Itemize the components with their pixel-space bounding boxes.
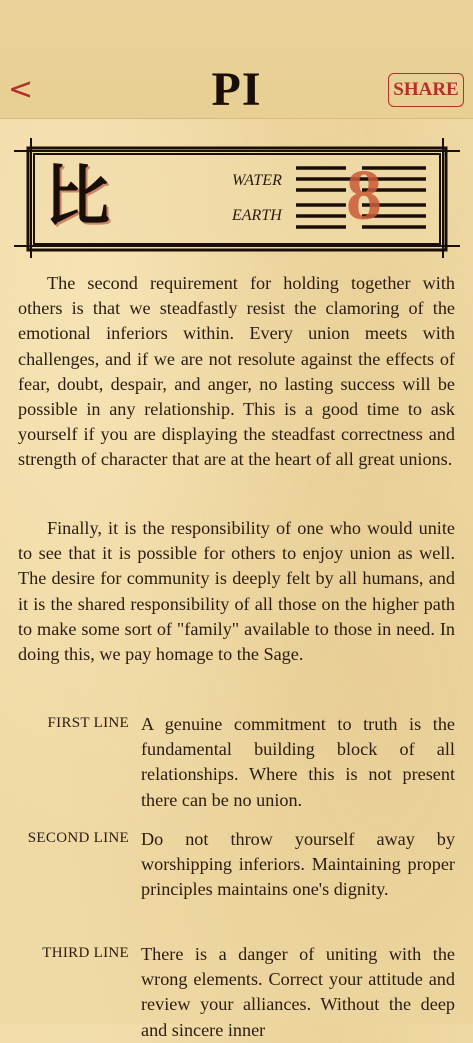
page-title: PI bbox=[211, 63, 262, 116]
paragraph-text: Finally, it is the responsibility of one who would unite to see that it is possible for others to enjoy union as well. The desire for community is deeply felt by all humans, and it is the shared responsibility of all those on the higher path to make some sort of "family" available to those in need. In doing this, we pay homage to the Sage. bbox=[18, 518, 455, 665]
line-name: THIRD LINE bbox=[42, 945, 129, 961]
nav-bar bbox=[0, 0, 473, 119]
line-text: A genuine commitment to truth is the fundamental building block of all relationships. Where this is not present there can be no union. bbox=[141, 714, 455, 810]
lower-trigram-label: EARTH bbox=[232, 207, 282, 224]
paragraph bbox=[18, 516, 455, 667]
upper-trigram-label: WATER bbox=[232, 172, 282, 189]
line-name: SECOND LINE bbox=[27, 830, 129, 846]
paragraph bbox=[18, 271, 455, 473]
chevron-left-icon: < bbox=[8, 72, 34, 107]
line-name: FIRST LINE bbox=[47, 715, 129, 731]
line-text: There is a danger of uniting with the wrong elements. Correct your attitude and review your alliances. Without the deep and sincere inner bbox=[141, 944, 455, 1040]
paragraph-text: The second requirement for holding together with others is that we steadfastly resist the clamoring of the emotional inferiors within. Every union meets with challenges, and if we are not resolute against the effects of fear, doubt, despair, and anger, no lasting success will be possible in any relationship. This is a good time to ask yourself if you are displaying the steadfast correctness and strength of character that are at the heart of all great unions. bbox=[18, 273, 455, 470]
line-text: Do not throw yourself away by worshipping inferiors. Maintaining proper principles maintains one's dignity. bbox=[141, 829, 455, 900]
hexagram-banner bbox=[14, 138, 460, 258]
hexagram-glyph: 比 bbox=[44, 157, 110, 235]
hexagram-number: 8 bbox=[346, 155, 382, 235]
share-button[interactable]: SHARE bbox=[388, 73, 464, 107]
